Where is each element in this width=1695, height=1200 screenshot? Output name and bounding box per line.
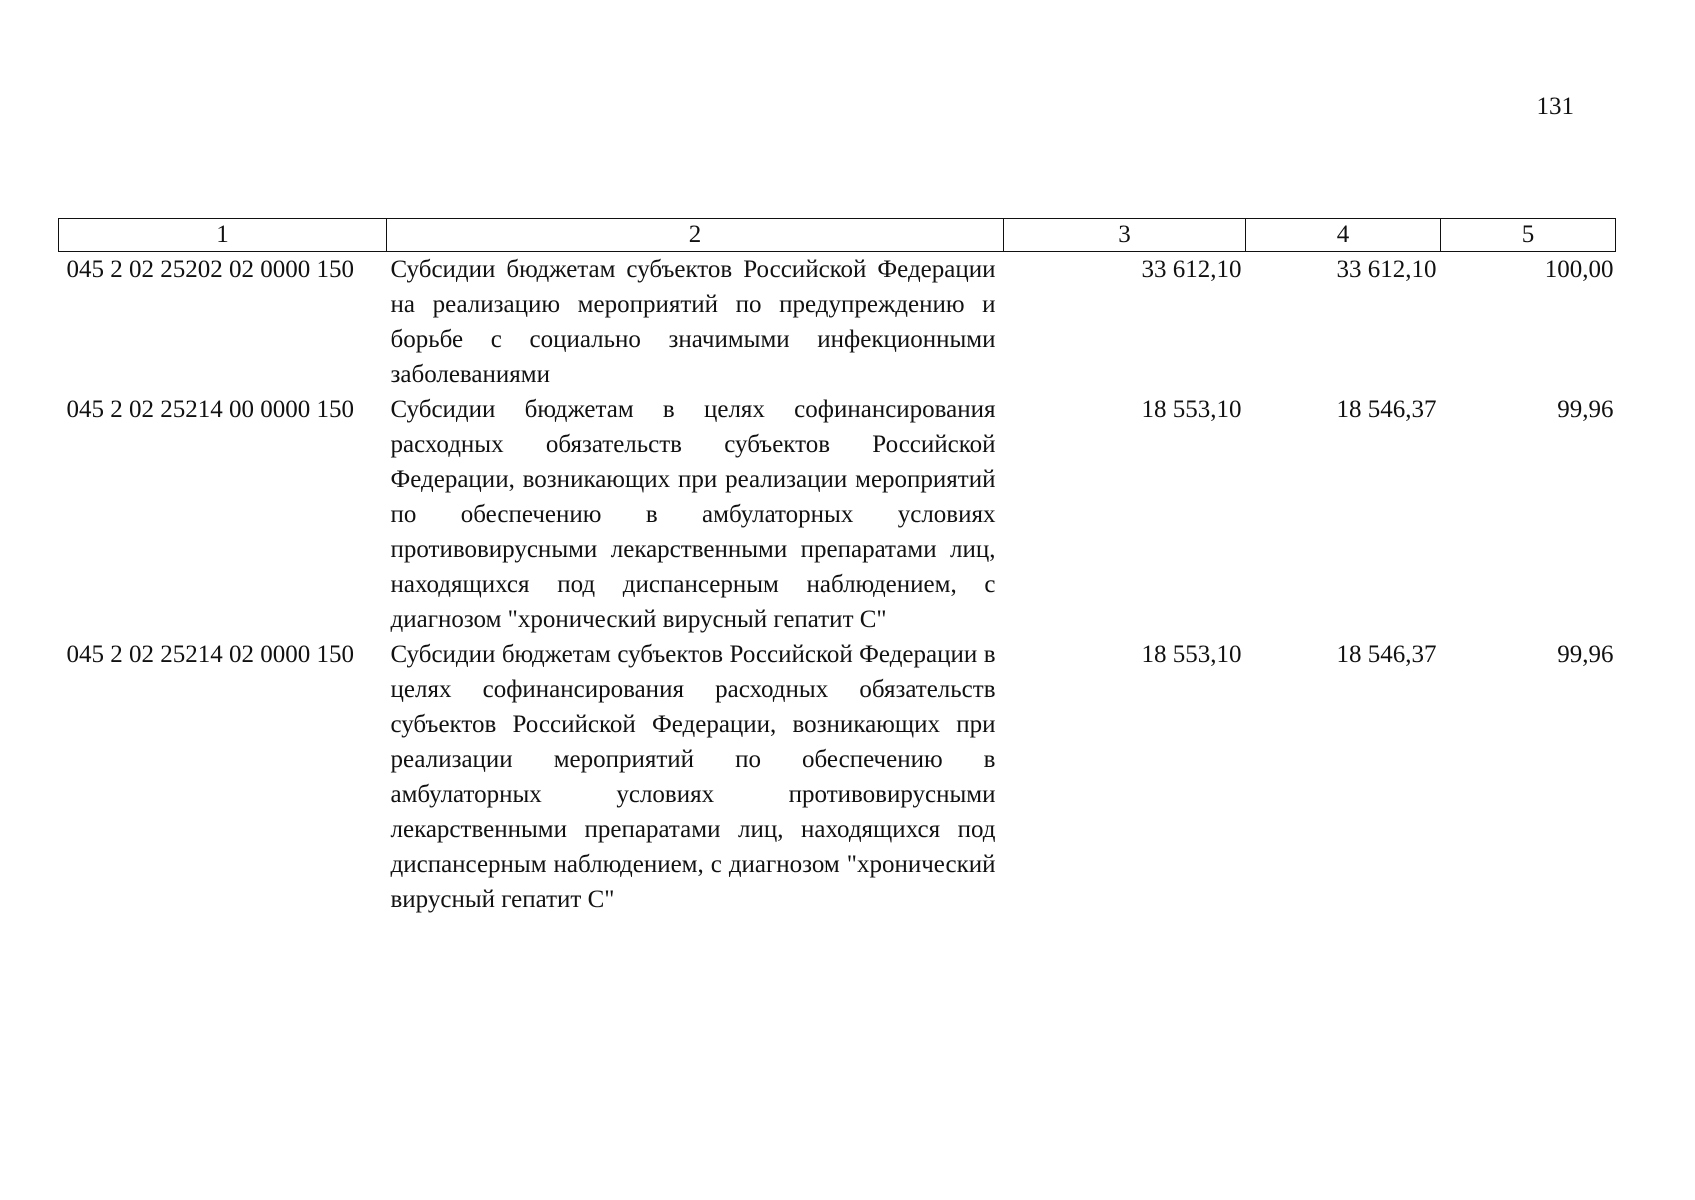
header-row: [59, 219, 1616, 252]
header-col-2: 2: [387, 219, 1004, 252]
description-cell: Субсидии бюджетам субъектов Российской Федерации на реализацию мероприятий по предупреждению и борьбе с социально значимыми инфекционными заболеваниями: [390, 256, 996, 388]
col4-value-cell: 18 546,37: [1336, 396, 1437, 423]
col5-value-cell: 100,00: [1544, 256, 1614, 283]
col3-value-cell: 18 553,10: [1141, 396, 1242, 423]
col5-value-cell: 99,96: [1557, 641, 1614, 668]
header-col-1: 1: [59, 219, 387, 252]
table-row: [59, 252, 1616, 393]
col5-value-cell: 99,96: [1557, 396, 1614, 423]
header-col-3: 3: [1004, 219, 1246, 252]
col3-value-cell: 33 612,10: [1141, 256, 1242, 283]
budget-code-cell: 045 2 02 25214 00 0000 150: [66, 396, 354, 423]
budget-table: [58, 218, 1616, 917]
description-cell: Субсидии бюджетам субъектов Российской Федерации в целях софинансирования расходных обязательств субъектов Российской Федерации, возникающих при реализации мероприятий по обеспечению в амбулаторных условиях противовирусными лекарственными препаратами лиц, находящихся под диспансерным наблюдением, с диагнозом "хронический вирусный гепатит С": [390, 641, 996, 913]
budget-code-cell: 045 2 02 25202 02 0000 150: [66, 256, 354, 283]
col3-value-cell: 18 553,10: [1141, 641, 1242, 668]
header-col-4: 4: [1246, 219, 1441, 252]
table-header: [59, 219, 1616, 252]
col4-value-cell: 33 612,10: [1336, 256, 1437, 283]
table-body: [59, 252, 1616, 918]
table-row: [59, 392, 1616, 637]
budget-code-cell: 045 2 02 25214 02 0000 150: [66, 641, 354, 668]
description-cell: Субсидии бюджетам в целях софинансирования расходных обязательств субъектов Российской Федерации, возникающих при реализации мероприятий по обеспечению в амбулаторных условиях противовирусными лекарственными препаратами лиц, находящихся под диспансерным наблюдением, с диагнозом "хронический вирусный гепатит С": [390, 396, 996, 633]
header-col-5: 5: [1441, 219, 1616, 252]
col4-value-cell: 18 546,37: [1336, 641, 1437, 668]
table-row: [59, 637, 1616, 917]
page-number: 131: [1536, 93, 1574, 120]
